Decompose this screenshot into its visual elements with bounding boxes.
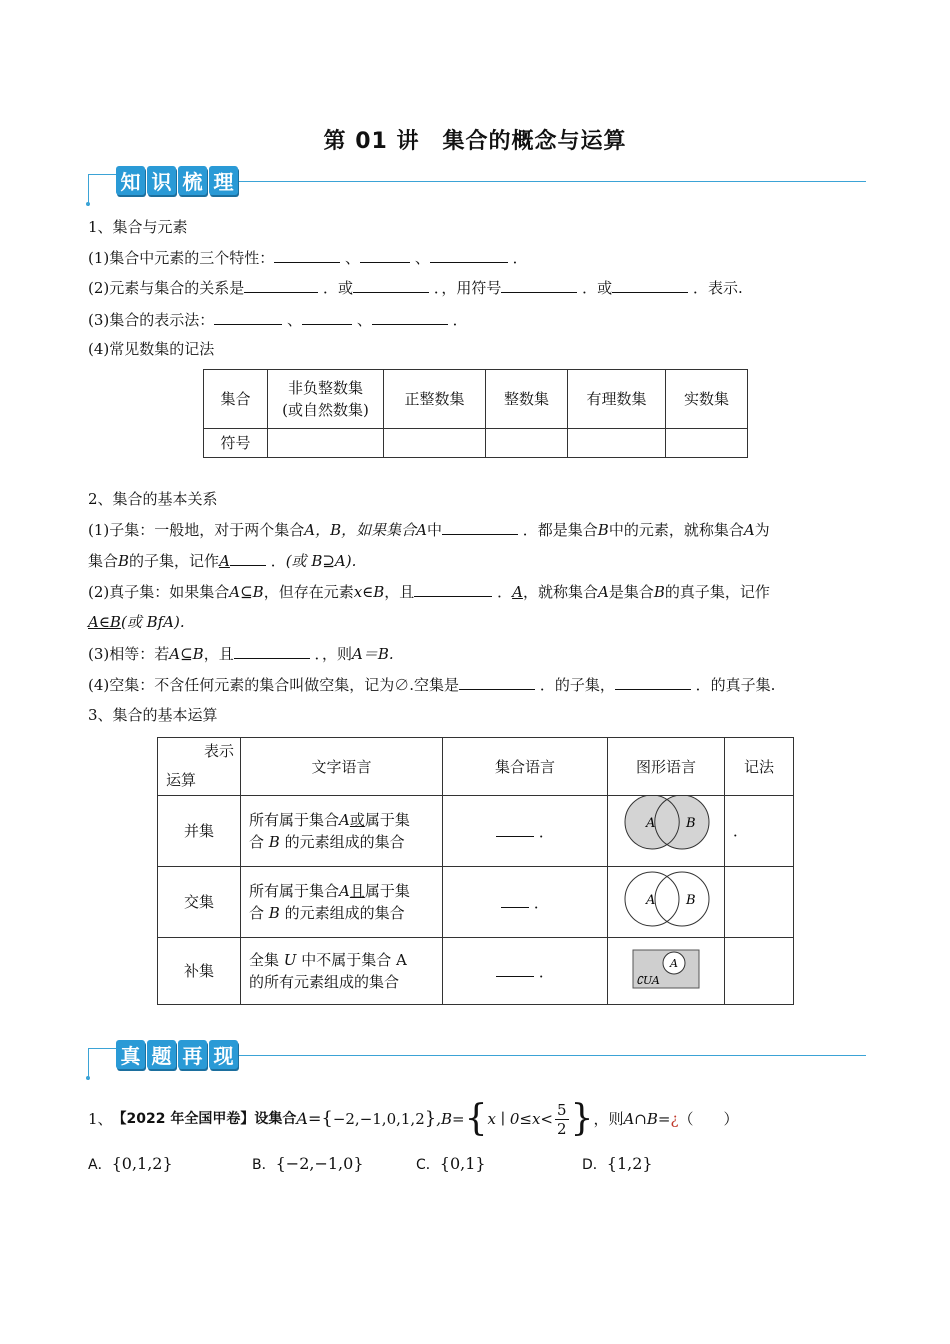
section1-heading: 1、集合与元素 [88, 218, 188, 236]
op-set-notation: ． [443, 867, 608, 938]
svg-text:B: B [686, 816, 696, 831]
op-notation [725, 867, 794, 938]
s1-line1: (1)集合中元素的三个特性： 、 、 ． [88, 246, 528, 269]
section-banner-exam [88, 1040, 866, 1080]
table-header: 实数集 [666, 370, 748, 429]
table-cell [486, 429, 568, 458]
table-cell [384, 429, 486, 458]
banner-char: 理 [209, 166, 238, 195]
op-text: 所有属于集合A或属于集 合 B 的元素组成的集合 [241, 796, 443, 867]
table-row-label: 符号 [204, 429, 268, 458]
s2-line3: (2)真子集：如果集合A⊆B，但存在元素x∈B，且 ．A，就称集合A是集合B的真子集，记作 [88, 580, 770, 603]
number-sets-table [203, 369, 748, 458]
op-set-notation: ． [443, 796, 608, 867]
svg-text:∁UA: ∁UA [636, 974, 660, 987]
op-name: 交集 [158, 867, 241, 938]
table-cell [666, 429, 748, 458]
section3-heading: 3、集合的基本运算 [88, 706, 218, 724]
s2-line5: (3)相等：若A⊆B，且 ．，则A＝B. [88, 642, 394, 665]
op-text: 全集 U 中不属于集合 A 的所有元素组成的集合 [241, 938, 443, 1005]
banner-char: 真 [116, 1040, 145, 1069]
svg-text:A: A [670, 957, 678, 970]
op-set-notation: ． [443, 938, 608, 1005]
banner-char: 现 [209, 1040, 238, 1069]
s1-line4: (4)常见数集的记法 [88, 340, 215, 358]
svg-text:A: A [646, 893, 656, 908]
venn-intersection [608, 867, 725, 938]
s1-line2: (2)元素与集合的关系是 ．或 ．，用符号 ．或 ．表示. [88, 276, 743, 299]
banner-char: 识 [147, 166, 176, 195]
table-cell [268, 429, 384, 458]
svg-text:A: A [646, 816, 656, 831]
s2-line4: A∈B(或 BfA). [88, 613, 185, 631]
op-notation [725, 938, 794, 1005]
table-cell [568, 429, 666, 458]
option-d[interactable]: D．{1,2} [582, 1154, 653, 1173]
question-1: 1、 【2022 年全国甲卷】设集合 A= { −2,−1,0,1,2 } ,B= { x ∣ 0≤x< 5 2 } ，则 A∩B= ¿ （ ） [88, 1098, 739, 1139]
table-header: 文字语言 [241, 738, 443, 796]
page-title: 第 01 讲 集合的概念与运算 [323, 129, 627, 154]
option-b[interactable]: B．{−2,−1,0} [252, 1154, 364, 1173]
table-header: 集合语言 [443, 738, 608, 796]
table-header: 整数集 [486, 370, 568, 429]
s1-line3: (3)集合的表示法： 、 、 ． [88, 308, 468, 331]
banner-char: 梳 [178, 166, 207, 195]
table-header: 图形语言 [608, 738, 725, 796]
section2-heading: 2、集合的基本关系 [88, 490, 218, 508]
table-header: 记法 [725, 738, 794, 796]
option-c[interactable]: C．{0,1} [416, 1154, 486, 1173]
banner-char: 题 [147, 1040, 176, 1069]
venn-complement [608, 938, 725, 1005]
table-header: 非负整数集 (或自然数集) [268, 370, 384, 429]
table-header: 集合 [204, 370, 268, 429]
op-notation: ． [725, 796, 794, 867]
op-name: 并集 [158, 796, 241, 867]
s2-line2: 集合B的子集，记作A ．(或 B⊇A). [88, 549, 356, 572]
svg-text:B: B [686, 893, 696, 908]
section-banner-knowledge [88, 166, 866, 206]
banner-char: 知 [116, 166, 145, 195]
venn-union [608, 796, 725, 867]
table-header: 正整数集 [384, 370, 486, 429]
banner-char: 再 [178, 1040, 207, 1069]
op-text: 所有属于集合A且属于集 合 B 的元素组成的集合 [241, 867, 443, 938]
s2-line1: (1)子集：一般地，对于两个集合A，B，如果集合A中 ．都是集合B中的元素，就称集合A为 [88, 518, 770, 541]
s2-line6: (4)空集：不含任何元素的集合叫做空集，记为∅.空集是 ．的子集， ．的真子集. [88, 673, 775, 696]
op-name: 补集 [158, 938, 241, 1005]
set-operations-table [157, 737, 794, 1005]
option-a[interactable]: A．{0,1,2} [88, 1154, 173, 1173]
table-corner: 表示 运算 [158, 738, 241, 796]
table-header: 有理数集 [568, 370, 666, 429]
